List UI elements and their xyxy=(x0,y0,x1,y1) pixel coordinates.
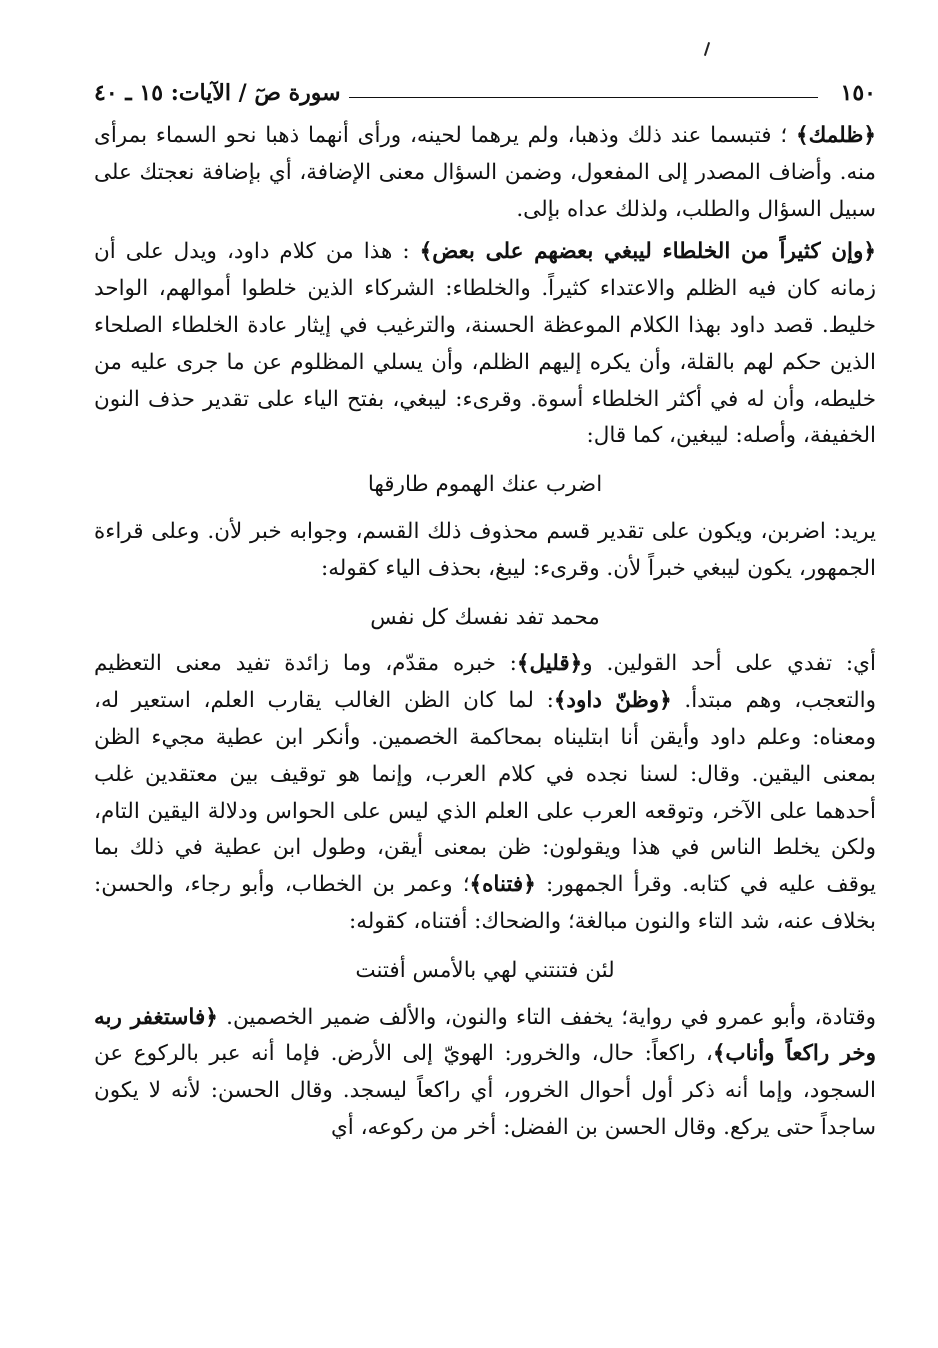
poetry-verse-1: اضرب عنك الهموم طارقها xyxy=(367,472,603,498)
paragraph-1 xyxy=(94,118,876,228)
quran-quote: ﴿فتناه﴾ xyxy=(469,872,536,898)
quran-quote: ﴿قليل﴾ xyxy=(516,651,583,677)
paragraph-text-pre: أي: تفدي على أحد القولين. و xyxy=(582,651,876,677)
paragraph-text: : هذا من كلام داود، ويدل على أن زمانه كان فيه الظلم والاعتداء كثيراً. والخلطاء: الشركاء الذين خلطوا أموالهم، الواحد خليط. قصد داود بهذا الكلام الموعظة الحسنة، والترغيب في إيثار عادة الخلطاء الصلحاء الذين حكم لهم بالقلة، وأن يكره إليهم الظلم، وأن يسلي المظلوم عن ما جرى عليه من خليطه، وأن له في أكثر الخلطاء أسوة. وقرىء: ليبغي، بفتح الياء على تقدير حذف النون الخفيفة، وأصله: ليبغين، كما قال: xyxy=(94,239,876,449)
paragraph-text: ؛ فتبسما عند ذلك وذهبا، ولم يرهما لحينه، ورأى أنهما ذهبا نحو السماء بمرأى منه. وأضاف المصدر إلى المفعول، وضمن السؤال معنى الإضافة، أي بإضافة نعجتك على سبيل السؤال والطلب، ولذلك عداه بإلى. xyxy=(94,123,876,222)
quran-quote: ﴿وظنّ داود﴾ xyxy=(553,688,672,714)
quran-quote: ﴿ظلمك﴾ xyxy=(796,123,876,148)
quran-quote: ﴿فاستغفر ربه وخر راكعاً وأناب﴾ xyxy=(94,1004,876,1067)
paragraph-4 xyxy=(94,646,876,940)
paragraph-text-pre: وقتادة، وأبو عمرو في رواية؛ يخفف التاء والنون، والألف ضمير الخصمين. xyxy=(217,1004,876,1030)
page-body xyxy=(94,118,876,1147)
page-header xyxy=(94,72,876,106)
header-rule xyxy=(349,97,818,98)
stray-mark xyxy=(704,42,710,56)
book-page xyxy=(94,72,876,1147)
paragraph-3 xyxy=(94,514,876,588)
paragraph-text-mid: : خبره مقدّم، وما زائدة تفيد معنى التعظيم والتعجب، وهم مبتدأ. xyxy=(94,651,877,714)
paragraph-text: يريد: اضربن، ويكون على تقدير قسم محذوف ذلك القسم، وجوابه خبر لأن. وعلى قراءة الجمهور، يكون ليبغي خبراً لأن. وقرىء: ليبغ، بحذف الياء كقوله: xyxy=(94,518,877,581)
paragraph-2 xyxy=(94,234,876,455)
paragraph-text-tail: ؛ وعمر بن الخطاب، وأبو رجاء، والحسن: بخلاف عنه، شد التاء والنون مبالغة؛ والضحاك: أفتناه، كقوله: xyxy=(94,872,876,934)
paragraph-5 xyxy=(94,1000,876,1147)
poetry-verse-3: لئن فتنتني لهي بالأمس أفتنت xyxy=(355,957,615,983)
surah-title: سورة صٓ / الآيات: ١٥ ـ ٤٠ xyxy=(94,80,341,106)
page-number: ١٥٠ xyxy=(840,80,876,106)
paragraph-text: : لما كان الظن الغالب يقارب العلم، استعير له، ومعناه: وعلم داود وأيقن أنا ابتليناه بمحاكمة الخصمين. وأنكر ابن عطية مجيء الظن بمعنى اليقين. وقال: لسنا نجده في كلام العرب، وإنما هو توقيف بين معتقدين غلب أحدهما على الآخر، وتوقعه العرب على العلم الذي ليس على الحواس ودلالة اليقين التام، ولكن يخلط الناس في هذا ويقولون: ظن بمعنى أيقن، وطول ابن عطية في ذلك بما يوقف عليه في كتابه. وقرأ الجمهور: xyxy=(94,688,876,898)
quran-quote: ﴿وإن كثيراً من الخلطاء ليبغي بعضهم على بعض﴾ xyxy=(419,239,876,265)
poetry-verse-2: محمد تفد نفسك كل نفس xyxy=(370,604,600,630)
paragraph-text: ، راكعاً: حال، والخرور: الهويّ إلى الأرض. فإما أنه عبر بالركوع عن السجود، وإما أنه ذكر أول أحوال الخرور، أي راكعاً ليسجد. وقال الحسن: لأنه لا يكون ساجداً حتى يركع. وقال الحسن بن الفضل: أخر من ركوعه، أي xyxy=(94,1041,877,1140)
